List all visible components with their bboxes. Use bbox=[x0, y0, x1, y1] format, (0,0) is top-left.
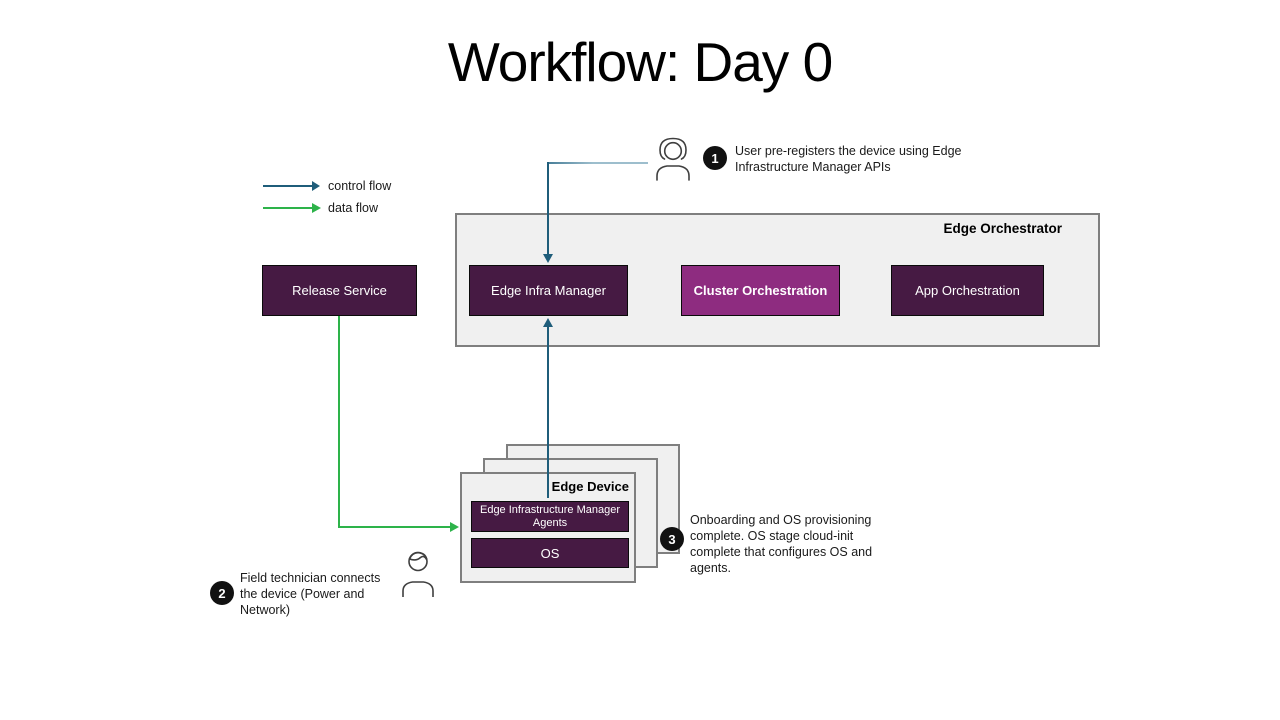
legend-data-flow-label: data flow bbox=[328, 201, 379, 215]
edge-infra-manager-box bbox=[469, 265, 628, 316]
os-label: OS bbox=[540, 545, 560, 561]
edge-infra-manager-label: Edge Infra Manager bbox=[491, 283, 606, 298]
release-service-box bbox=[262, 265, 417, 316]
step-3-badge bbox=[660, 527, 684, 551]
step-1-text: User pre-registers the device using Edge Infrastructure Manager APIs bbox=[735, 144, 962, 174]
cluster-orchestration-label: Cluster Orchestration bbox=[693, 283, 828, 298]
legend-data-flow-arrowhead-icon bbox=[312, 203, 321, 213]
female-user-icon bbox=[650, 133, 696, 181]
control-flow-up-arrowhead-icon bbox=[543, 318, 553, 327]
os-box bbox=[471, 538, 629, 568]
page-title: Workflow: Day 0 bbox=[447, 31, 833, 93]
edge-infrastructure-manager-agents-box bbox=[471, 501, 629, 532]
data-flow-horizontal-line bbox=[338, 526, 450, 528]
data-flow-vertical-line bbox=[338, 316, 340, 528]
legend-control-flow-label: control flow bbox=[328, 179, 392, 193]
data-flow-right-arrowhead-icon bbox=[450, 522, 459, 532]
app-orchestration-label: App Orchestration bbox=[915, 283, 1020, 298]
step-3-number: 3 bbox=[668, 531, 676, 547]
step-1-badge bbox=[703, 146, 727, 170]
control-flow-device-vertical-line bbox=[547, 327, 549, 498]
edge-infrastructure-manager-agents-label: Edge Infrastructure Manager Agents bbox=[479, 503, 621, 529]
app-orchestration-box bbox=[891, 265, 1044, 316]
step-1-number: 1 bbox=[711, 150, 719, 166]
step-2-number: 2 bbox=[218, 585, 226, 601]
control-flow-user-vertical-line bbox=[547, 162, 549, 254]
legend-control-flow-line bbox=[263, 185, 312, 187]
control-flow-user-horizontal-line bbox=[548, 162, 648, 164]
edge-device-label: Edge Device bbox=[551, 479, 629, 494]
male-user-icon bbox=[398, 547, 438, 597]
legend-data-flow-line bbox=[263, 207, 312, 209]
step-2-text: Field technician connects the device (Power and Network) bbox=[240, 571, 381, 617]
edge-orchestrator-label: Edge Orchestrator bbox=[943, 221, 1062, 236]
cluster-orchestration-box bbox=[681, 265, 840, 316]
control-flow-down-arrowhead-icon bbox=[543, 254, 553, 263]
release-service-label: Release Service bbox=[292, 283, 387, 298]
step-2-badge bbox=[210, 581, 234, 605]
legend-control-flow-arrowhead-icon bbox=[312, 181, 320, 191]
step-3-text: Onboarding and OS provisioning complete. OS stage cloud-init complete that configures OS and agents. bbox=[690, 513, 873, 575]
